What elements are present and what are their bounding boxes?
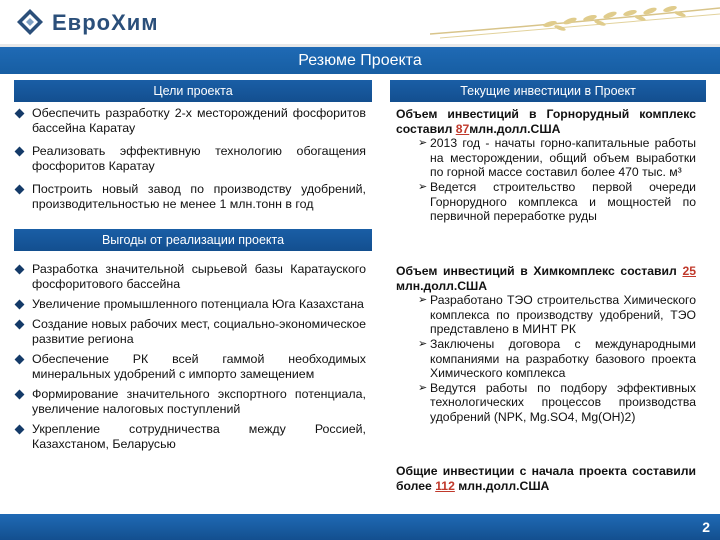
- chemical-investment-block: [396, 264, 696, 425]
- mining-investment-lead: Объем инвестиций в Горнорудный комплекс составил 87млн.долл.США: [396, 107, 696, 136]
- list-item: ➢ Разработано ТЭО строительства Химического комплекса по производству удобрений, ТЭО представлено в МИНТ РК: [418, 293, 696, 337]
- diamond-bullet-icon: [15, 185, 25, 195]
- header: [0, 0, 720, 44]
- page-number: 2: [702, 519, 710, 535]
- list-item: Обеспечение РК всей гаммой необходимых минеральных удобрений с импорто замещением: [14, 352, 366, 382]
- list-item: Разработка значительной сырьевой базы Каратауского фосфоритового бассейна: [14, 262, 366, 292]
- list-item: ➢ Заключены договора с международными компаниями на разработку базового проекта Химического комплекса: [418, 336, 696, 381]
- list-item: ➢ Ведется строительство первой очереди Горнорудного комплекса и мощностей по первичной переработке руды: [418, 179, 696, 224]
- diamond-bullet-icon: [15, 320, 25, 330]
- total-investment-lead: Общие инвестиции с начала проекта составили более 112 млн.долл.США: [396, 464, 696, 493]
- mining-investment-block: [396, 107, 696, 224]
- chemical-investment-amount: 25: [682, 264, 696, 278]
- goals-panel: [14, 106, 366, 220]
- diamond-bullet-icon: [15, 300, 25, 310]
- arrow-bullet-icon: ➢: [418, 294, 428, 307]
- diamond-bullet-icon: [15, 425, 25, 435]
- list-item: Реализовать эффективную технологию обогащения фосфоритов Каратау: [14, 144, 366, 174]
- list-item: Формирование значительного экспортного потенциала, увеличение налоговых поступлений: [14, 387, 366, 417]
- arrow-bullet-icon: ➢: [418, 337, 428, 350]
- diamond-bullet-icon: [15, 265, 25, 275]
- logo-text: ЕвроХим: [52, 10, 159, 35]
- total-investment-block: [396, 464, 696, 493]
- list-item: Построить новый завод по производству удобрений, производительностью не менее 1 млн.тонн в год: [14, 182, 366, 212]
- diamond-bullet-icon: [15, 109, 25, 119]
- list-item: ➢ 2013 год - начаты горно-капитальные работы на месторождении, общий объем выработки по горной массе составил более 470 тыс. м³: [418, 136, 696, 180]
- mining-investment-amount: 87: [455, 121, 470, 136]
- diamond-bullet-icon: [15, 147, 25, 157]
- investments-heading: Текущие инвестиции в Проект: [390, 80, 706, 102]
- arrow-bullet-icon: ➢: [418, 137, 428, 150]
- eurochem-logo-icon: [16, 8, 44, 36]
- arrow-bullet-icon: ➢: [418, 381, 428, 394]
- list-item: Увеличение промышленного потенциала Юга Казахстана: [14, 297, 366, 312]
- benefits-heading: Выгоды от реализации проекта: [14, 229, 372, 251]
- list-item: Создание новых рабочих мест, социально-экономическое развитие региона: [14, 317, 366, 347]
- total-investment-amount: 112: [435, 478, 455, 493]
- arrow-bullet-icon: ➢: [418, 180, 428, 193]
- diamond-bullet-icon: [15, 390, 25, 400]
- page-title: Резюме Проекта: [298, 52, 422, 69]
- list-item: Обеспечить разработку 2-х месторождений фосфоритов бассейна Каратау: [14, 106, 366, 136]
- benefits-panel: [14, 262, 366, 457]
- chemical-investment-lead: Объем инвестиций в Химкомплекс составил 25 млн.долл.США: [396, 264, 696, 293]
- list-item: ➢ Ведутся работы по подбору эффективных технологических процессов производства удобрений (NPK, Mg.SO4, Mg(OH)2): [418, 380, 696, 424]
- title-bar: [0, 44, 720, 74]
- wheat-decoration-icon: [430, 2, 720, 42]
- footer-bar: [0, 514, 720, 540]
- diamond-bullet-icon: [15, 355, 25, 365]
- list-item: Укрепление сотрудничества между Россией, Казахстаном, Беларусью: [14, 422, 366, 452]
- goals-heading: Цели проекта: [14, 80, 372, 102]
